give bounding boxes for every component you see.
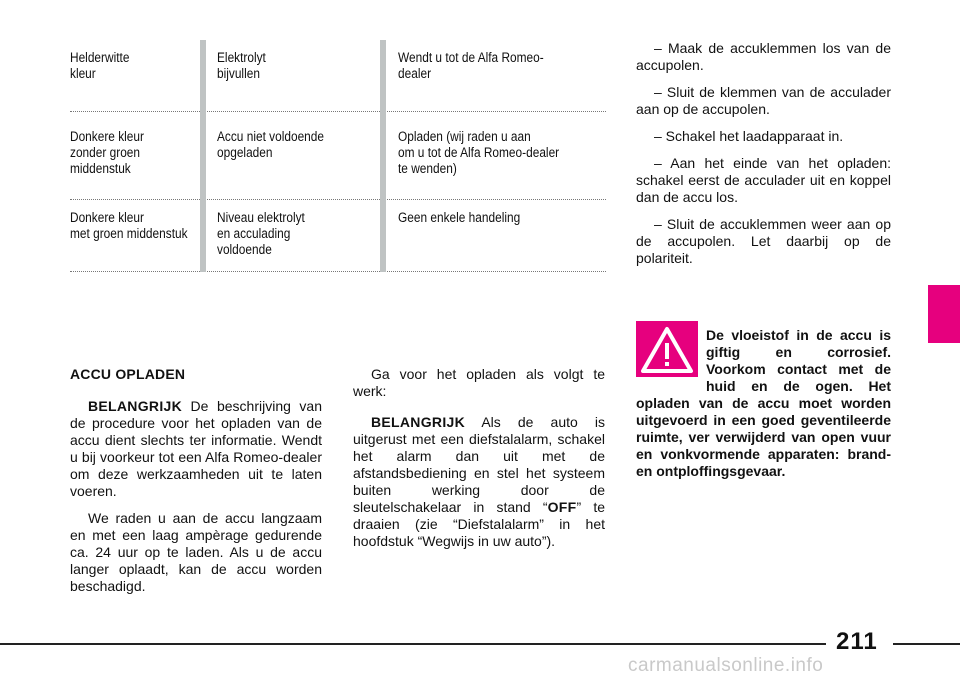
column-separator-bar bbox=[380, 40, 386, 272]
table-cell-r2-c3: Opladen (wij raden u aan om u tot de Alfa Romeo-dealer te wenden) bbox=[398, 129, 560, 176]
table-cell-r1-c3: Wendt u tot de Alfa Romeo- dealer bbox=[398, 50, 544, 81]
table-divider bbox=[70, 271, 606, 272]
step-item: – Sluit de klemmen van de acculader aan op de accupolen. bbox=[636, 84, 891, 117]
footer-rule bbox=[0, 643, 826, 645]
table-cell-r1-c2: Elektrolyt bijvullen bbox=[217, 50, 266, 81]
table-cell-r3-c3: Geen enkele handeling bbox=[398, 210, 521, 225]
paragraph-text: Als de auto is uitgerust met een diefstalalarm, schakel het alarm dan uit met de afstandsbediening en stel het systeem buiten werking door de sleutelschakelaar in stand “ bbox=[353, 414, 605, 515]
table-divider bbox=[70, 111, 606, 112]
step-item: – Maak de accuklemmen los van de accupolen. bbox=[636, 40, 891, 73]
step-item: – Schakel het laadapparaat in. bbox=[654, 128, 844, 144]
paragraph-text: ” te draaien (zie “Diefstalalarm” in het hoofdstuk “Wegwijs in uw auto”). bbox=[353, 499, 605, 549]
important-keyword: BELANGRIJK bbox=[88, 398, 183, 414]
charging-steps bbox=[636, 40, 891, 277]
column-separator-bar bbox=[200, 40, 206, 272]
section-heading: ACCU OPLADEN bbox=[70, 366, 186, 382]
step-item: – Aan het einde van het opladen: schakel eerst de acculader uit en koppel dan de accu los. bbox=[636, 155, 891, 205]
chapter-tab bbox=[928, 285, 960, 343]
intro-text: Ga voor het opladen als volgt te werk: bbox=[353, 366, 605, 399]
section-body bbox=[70, 398, 322, 605]
watermark: carmanualsonline.info bbox=[628, 655, 824, 676]
table-cell-r1-c1: Helderwitte kleur bbox=[70, 50, 130, 81]
table-cell-r2-c1: Donkere kleur zonder groen middenstuk bbox=[70, 129, 144, 176]
paragraph bbox=[353, 414, 605, 550]
important-keyword: BELANGRIJK bbox=[371, 414, 466, 430]
page-number: 211 bbox=[836, 628, 878, 655]
paragraph bbox=[70, 398, 322, 500]
warning-text-block bbox=[636, 327, 891, 480]
paragraph: We raden u aan de accu langzaam en met een laag ampèrage gedurende ca. 24 uur op te laden. Als u de accu langer oplaadt, kan de accu worden beschadigd. bbox=[70, 510, 322, 594]
warning-text: De vloeistof in de accu is giftig en corrosief. Voorkom contact met de huid en de ogen. Het opladen van de accu moet worden uitgevoerd in een goed geventileerde ruimte, ver verwijderd van open vuur en vonkvormende apparaten: brand- en ontploffingsgevaar. bbox=[636, 327, 891, 479]
table-cell-r2-c2: Accu niet voldoende opgeladen bbox=[217, 129, 325, 160]
step-item: – Sluit de accuklemmen weer aan op de accupolen. Let daarbij op de polariteit. bbox=[636, 216, 891, 266]
footer-rule bbox=[893, 643, 960, 645]
middle-body bbox=[353, 366, 605, 560]
table-cell-r3-c1: Donkere kleur met groen middenstuk bbox=[70, 210, 188, 241]
paragraph-text: De beschrijving van de procedure voor het opladen van de accu dient slechts ter informatie. Wendt u bij voorkeur tot een Alfa Romeo-dealer om deze werkzaamheden uit te laten voeren. bbox=[70, 398, 322, 499]
table-cell-r3-c2: Niveau elektrolyt en acculading voldoende bbox=[217, 210, 305, 257]
table-divider bbox=[70, 199, 606, 200]
off-keyword: OFF bbox=[547, 499, 577, 515]
